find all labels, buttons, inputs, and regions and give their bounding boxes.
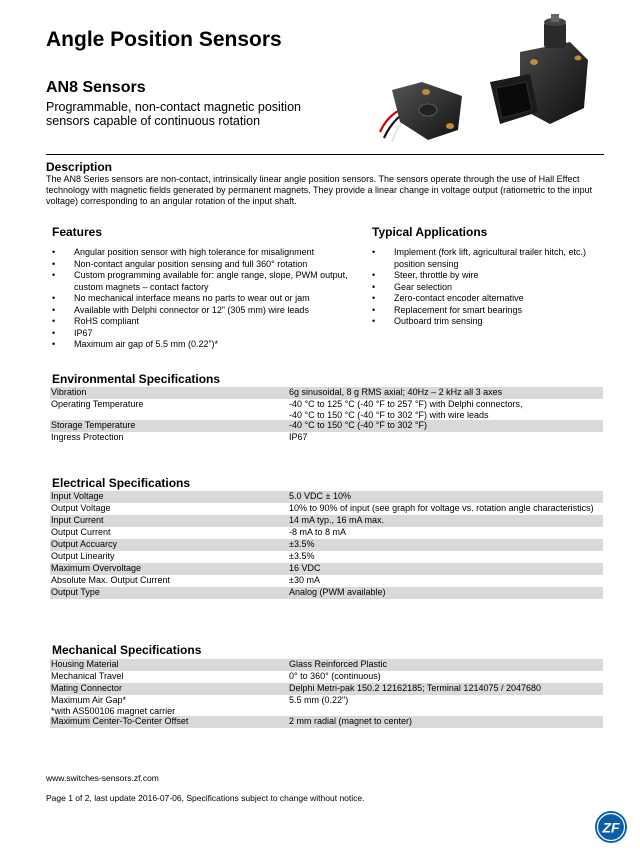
table-row xyxy=(50,551,603,563)
spec-value: 5.0 VDC ± 10% xyxy=(288,491,603,503)
description-heading: Description xyxy=(46,160,113,174)
spec-label: Mechanical Travel xyxy=(51,671,124,681)
spec-value: Glass Reinforced Plastic xyxy=(288,659,603,671)
spec-label: Operating Temperature xyxy=(51,399,144,409)
electrical-heading: Electrical Specifications xyxy=(52,476,191,490)
product-title: AN8 Sensors xyxy=(46,79,146,96)
document-title: Angle Position Sensors xyxy=(46,28,282,51)
spec-value: ±30 mA xyxy=(289,575,320,585)
spec-label: Mating Connector xyxy=(50,683,288,695)
spec-value: -40 °C to 125 °C (-40 °F to 257 °F) with Delphi connectors, -40 °C to 150 °C (-40 °F to 302 °F) with wire leads xyxy=(289,399,523,420)
electrical-table xyxy=(50,491,603,599)
spec-label: Maximum Air Gap* *with AS500106 magnet carrier xyxy=(51,695,176,716)
header-divider xyxy=(46,154,604,155)
environmental-heading: Environmental Specifications xyxy=(52,372,221,386)
list-item: • Implement (fork lift, agricultural trailer hitch, etc.) position sensing xyxy=(370,247,600,270)
list-item: • Replacement for smart bearings xyxy=(370,305,600,317)
spec-value: 14 mA typ., 16 mA max. xyxy=(288,515,603,527)
spec-value: IP67 xyxy=(289,432,308,442)
zf-logo-text: ZF xyxy=(602,819,620,836)
applications-list xyxy=(370,247,600,328)
spec-label: Maximum Overvoltage xyxy=(50,563,288,575)
spec-label: Output Voltage xyxy=(51,503,111,513)
spec-label: Housing Material xyxy=(50,659,288,671)
mechanical-heading: Mechanical Specifications xyxy=(52,643,202,657)
table-row xyxy=(50,659,603,671)
features-list xyxy=(50,247,350,351)
table-row xyxy=(50,539,603,551)
table-row xyxy=(50,716,603,728)
environmental-table xyxy=(50,387,603,444)
applications-heading: Typical Applications xyxy=(372,225,488,239)
spec-value: -8 mA to 8 mA xyxy=(289,527,347,537)
table-row xyxy=(50,420,603,432)
spec-value: 0° to 360° (continuous) xyxy=(289,671,381,681)
spec-label: Input Voltage xyxy=(50,491,288,503)
spec-value: -40 °C to 150 °C (-40 °F to 302 °F) xyxy=(288,420,603,432)
table-row xyxy=(50,432,603,444)
spec-label: Output Linearity xyxy=(51,551,115,561)
table-row xyxy=(50,695,603,716)
spec-value: 10% to 90% of input (see graph for voltage vs. rotation angle characteristics) xyxy=(289,503,594,513)
table-row xyxy=(50,491,603,503)
list-item: • RoHS compliant xyxy=(50,316,350,328)
spec-value: Delphi Metri-pak 150.2 12162185; Terminal 1214075 / 2047680 xyxy=(288,683,603,695)
list-item: • Non-contact angular position sensing and full 360° rotation xyxy=(50,259,350,271)
spec-label: Input Current xyxy=(50,515,288,527)
spec-label: Output Type xyxy=(50,587,288,599)
product-subtitle: Programmable, non-contact magnetic position sensors capable of continuous rotation xyxy=(46,100,301,128)
list-item: • No mechanical interface means no parts to wear out or jam xyxy=(50,293,350,305)
footer-note: Page 1 of 2, last update 2016-07-06, Specifications subject to change without notice. xyxy=(46,793,365,803)
spec-value: 5.5 mm (0.22") xyxy=(289,695,349,705)
mechanical-table xyxy=(50,659,603,728)
spec-label: Ingress Protection xyxy=(51,432,124,442)
spec-label: Output Accuarcy xyxy=(50,539,288,551)
features-heading: Features xyxy=(52,225,103,239)
list-item: • Maximum air gap of 5.5 mm (0.22”)* xyxy=(50,339,350,351)
spec-value: ±3.5% xyxy=(288,539,603,551)
spec-value: 6g sinusoidal, 8 g RMS axial; 40Hz – 2 kHz all 3 axes xyxy=(288,387,603,399)
list-item: • Available with Delphi connector or 12” (305 mm) wire leads xyxy=(50,305,350,317)
table-row xyxy=(50,587,603,599)
footer-url[interactable]: www.switches-sensors.zf.com xyxy=(46,773,159,783)
table-row xyxy=(50,575,603,587)
sensor-photo-icon xyxy=(370,12,610,152)
list-item: • Custom programming available for: angle range, slope, PWM output, custom magnets – contact factory xyxy=(50,270,350,293)
spec-value: 16 VDC xyxy=(288,563,603,575)
spec-value: ±3.5% xyxy=(289,551,315,561)
spec-value: 2 mm radial (magnet to center) xyxy=(288,716,603,728)
table-row xyxy=(50,671,603,683)
spec-label: Absolute Max. Output Current xyxy=(51,575,171,585)
table-row xyxy=(50,683,603,695)
list-item: • Gear selection xyxy=(370,282,600,294)
spec-label: Maximum Center-To-Center Offset xyxy=(50,716,288,728)
spec-value: Analog (PWM available) xyxy=(288,587,603,599)
description-text: The AN8 Series sensors are non-contact, intrinsically linear angle position sensors. The sensors operate through the use of Hall Effect technology with magnetic fields generated by permanent magnets. They provide a linear change in voltage output (ratiometric to the input voltage) corresponding to an angular rotation of the input shaft. xyxy=(46,174,593,207)
list-item: • Zero-contact encoder alternative xyxy=(370,293,600,305)
spec-label: Storage Temperature xyxy=(50,420,288,432)
list-item: • Steer, throttle by wire xyxy=(370,270,600,282)
table-row xyxy=(50,563,603,575)
table-row xyxy=(50,503,603,515)
list-item: • Angular position sensor with high tolerance for misalignment xyxy=(50,247,350,259)
table-row xyxy=(50,515,603,527)
spec-label: Output Current xyxy=(51,527,111,537)
table-row xyxy=(50,387,603,399)
spec-label: Vibration xyxy=(50,387,288,399)
table-row xyxy=(50,527,603,539)
table-row xyxy=(50,399,603,420)
list-item: • IP67 xyxy=(50,328,350,340)
zf-logo-icon xyxy=(594,810,628,844)
list-item: • Outboard trim sensing xyxy=(370,316,600,328)
